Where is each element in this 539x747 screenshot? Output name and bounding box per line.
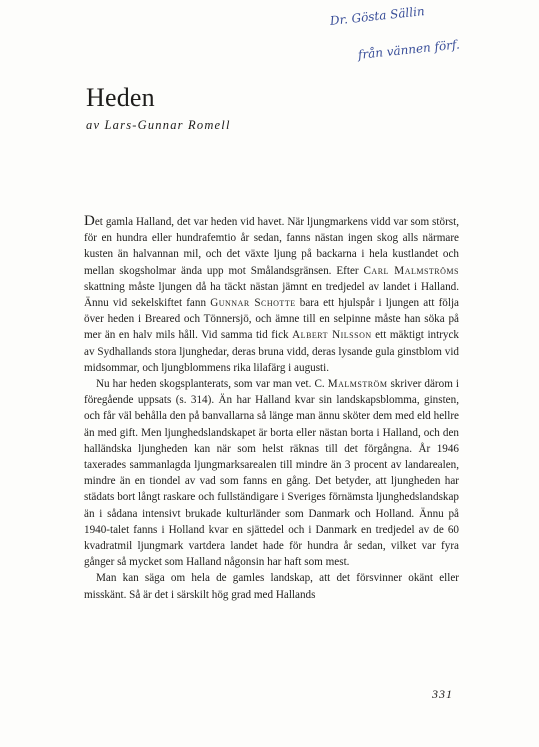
paragraph-1-text-c: bara ett hjulspår i ljungen att följa över heden i Breared och Tönnersjö, och ämne till en selpinne måste han söka på mer än en halv mils håll. Vid samma tid fick (84, 297, 459, 342)
paragraph-1-text-a: et gamla Halland, det var heden vid havet. När ljungmarkens vidd var som störst, för en hundra eller hundrafemtio år sedan, fanns nästan ingen skog alls närmare kusten än halvannan mil, och det växte ljung på backarna i hela kustlandet och mellan skogsholmar ända upp mot Smålandsgränsen. Efter (84, 216, 459, 277)
article-byline: av Lars-Gunnar Romell (86, 118, 231, 132)
page-number: 331 (432, 687, 453, 701)
paragraph-1 (84, 213, 459, 376)
handwritten-dedication-line-1: Dr. Gösta Sällin (329, 4, 426, 28)
author-name-schotte: Gunnar Schotte (210, 297, 296, 310)
paragraph-2-text-b: skriver därom i föregående uppsats (s. 314). Än har Halland kvar sin landskapsblomma, ginsten, och får väl behålla den på banvallarna så länge man ännu sköter dem med eld hellre än med gift. Men ljunghedslandskapet är borta eller nästan borta i Halland, och den halländska ljungheden kan när som helst räknas till det förgångna. År 1946 taxerades sammanlagda ljungmarksarealen till mindre än 3 procent av landarealen, mindre än en tiondel av vad som fanns en gång. Det betyder, att ljungheden har städats bort långt raskare och fullständigare i Sveriges förnämsta ljunghedslandskap än i sådana intensivt brukade kulturländer som Danmark och Holland. Ännu på 1940-talet fanns i Holland kvar en sjättedel och i Danmark en tredjedel av de 60 kvadratmil ljungmark vartdera landet hade för hundra år sedan, vilket var fyra gånger så mycket som Halland någonsin har haft som mest. (84, 378, 459, 569)
author-name-malmstrom-2: Malmström (327, 378, 388, 391)
paragraph-1-text-b: skattning måste ljungen då ha täckt nästan jämnt en tredjedel av landet i Halland. Ännu vid sekelskiftet fann (84, 280, 459, 310)
handwritten-dedication-line-2: från vännen förf. (357, 37, 461, 62)
initial-letter: D (84, 213, 95, 229)
paragraph-3-text: Man kan säga om hela de gamles landskap, att det försvinner okänt eller misskänt. Så är det i särskilt hög grad med Hallands (84, 572, 459, 601)
article-title: Heden (86, 83, 155, 112)
paragraph-1-text-d: ett mäktigt intryck av Sydhallands stora ljunghedar, deras bruna vidd, deras lysande gula ginstblom vid midsommar, och ljungblommens rika lilafärg i augusti. (84, 329, 460, 374)
author-name-nilsson: Albert Nilsson (292, 329, 372, 342)
author-name-malmstrom: Carl Malmströms (363, 264, 459, 277)
article-body (84, 213, 459, 603)
paragraph-3 (84, 570, 459, 602)
paragraph-2-text-a: Nu har heden skogsplanterats, som var man vet. C. (96, 378, 328, 391)
paragraph-2 (84, 376, 459, 570)
